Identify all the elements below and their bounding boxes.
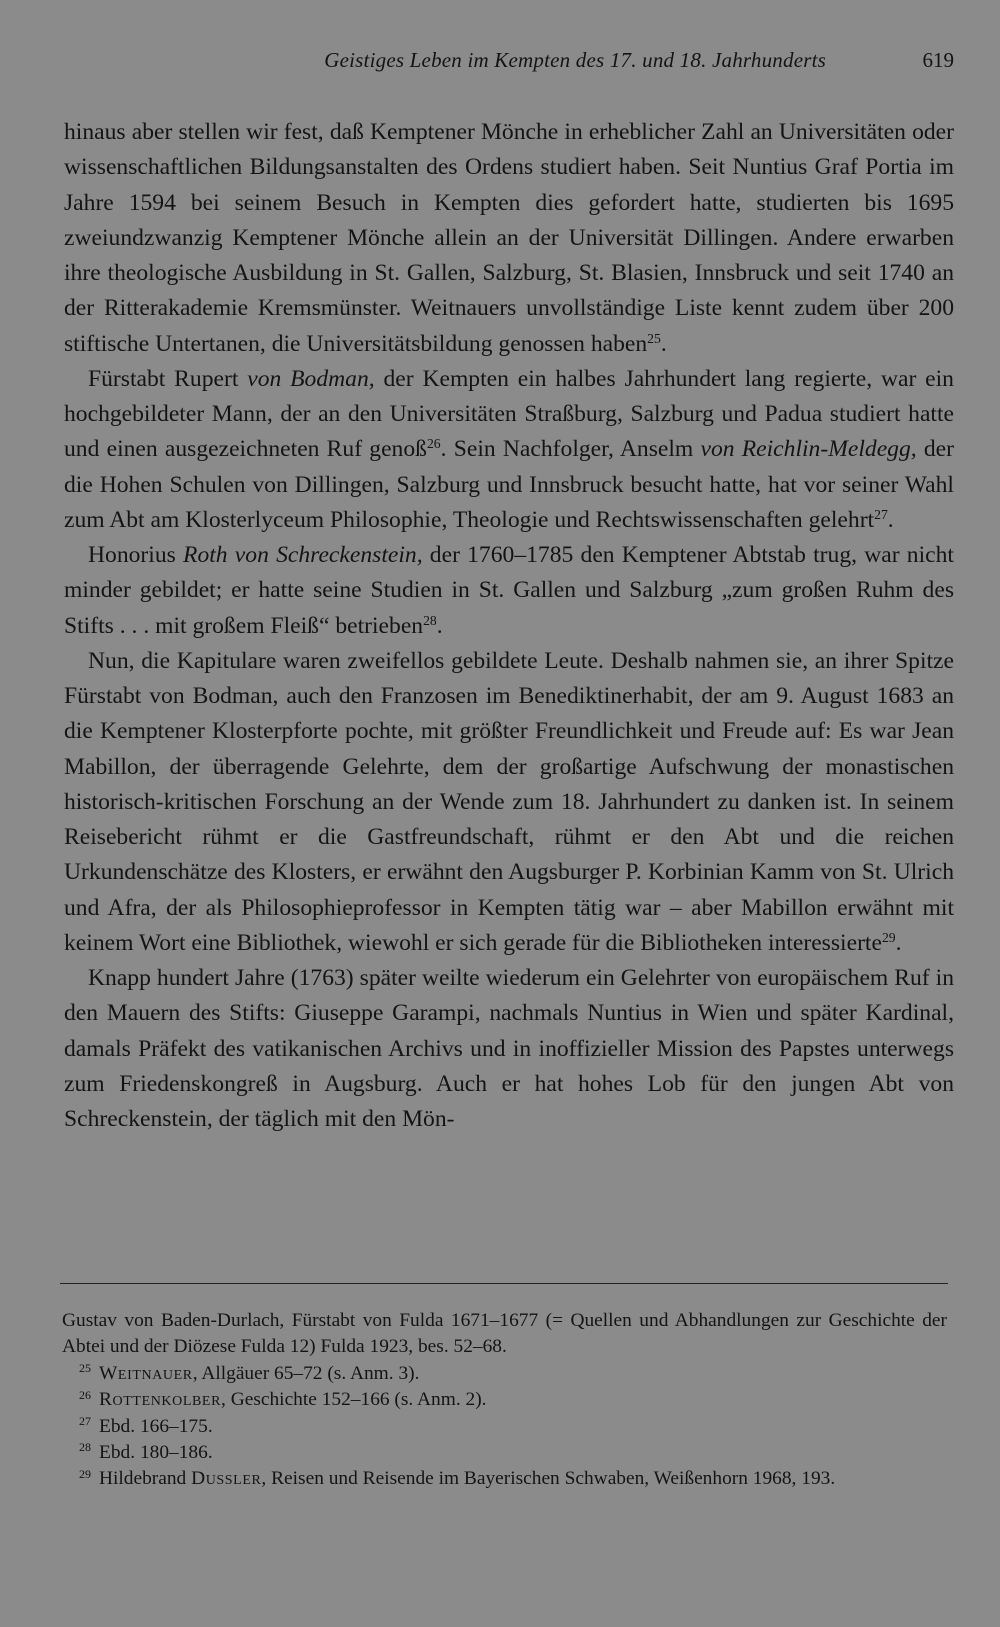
page-header [64, 48, 954, 82]
footnote-author: Rottenkolber [99, 1389, 222, 1411]
paragraph-text: der 1760–1785 den Kemptener Abtstab trug, war nicht minder gebildet; er hatte seine Studien in St. Gallen und Salzburg „zum großen Ruhm des Stifts . . . mit großem Fleiß“ betrieben [64, 542, 954, 639]
footnote-text: , Allgäuer 65–72 (s. Anm. 3). [192, 1362, 420, 1384]
footnote-number: 26 [79, 1387, 92, 1402]
paragraph-text: . [895, 929, 902, 956]
paragraph-text: . [660, 330, 667, 357]
footnote-text: Ebd. 180–186. [99, 1442, 213, 1464]
paragraph-text: . [436, 612, 443, 639]
footnote-divider [60, 1283, 948, 1284]
footnote-ref: 25 [647, 330, 661, 346]
footnote-28 [62, 1440, 947, 1466]
footnote-number: 29 [79, 1466, 92, 1481]
paragraph-text: Knapp hundert Jahre (1763) später weilte wiederum ein Gelehrter von europäischem Ruf in den Mauern des Stifts: Giuseppe Garampi, nachmals Nuntius in Wien und später Kardinal, damals Präfekt des vatikanischen Archivs und in inoffizieller Mission des Papstes unterwegs zum Friedenskongreß in Augsburg. Auch er hat hohes Lob für den jungen Abt von Schreckenstein, der täglich mit den Mön- [64, 965, 954, 1132]
footnote-25 [62, 1361, 947, 1387]
footnote-ref: 29 [881, 929, 896, 945]
running-title: Geistiges Leben im Kempten des 17. und 18. Jahrhunderts [324, 48, 826, 72]
footnote-26 [62, 1387, 947, 1413]
paragraph-text: der Kempten ein halbes Jahrhundert lang regierte, war ein hochgebildeter Mann, der an den Universitäten Straßburg, Salzburg und Padua studiert hatte und einen ausgezeichneten Ruf genoß [64, 365, 954, 463]
paragraph-text: Nun, die Kapitulare waren zweifellos gebildete Leute. Deshalb nahmen sie, an ihrer Spitze Fürstabt von Bodman, auch den Franzosen im Benediktinerhabit, der am 9. August 1683 an die Kemptener Klosterpforte pochte, mit größter Freundlichkeit und Freude auf: Es war Jean Mabillon, der überragende Gelehrte, dem der großartige Aufschwung der monastischen historisch-kritischen Forschung an der Wende zum 18. Jahrhundert zu danken ist. In seinem Reisebericht rühmt er die Gastfreundschaft, rühmt er den Abt und die reichen Urkundenschätze des Klosters, er erwähnt den Augsburger P. Korbinian Kamm von St. Ulrich und Afra, der als Philosophieprofessor in Kempten tätig war – aber Mabillon erwähnt mit keinem Wort eine Bibliothek, wiewohl er sich gerade für die Bibliotheken interessierte [64, 647, 954, 956]
footnote-number: 25 [79, 1361, 92, 1376]
paragraph-text: . Sein Nachfolger, Anselm [440, 436, 701, 463]
paragraph-text: Honorius [88, 542, 184, 568]
body-text [64, 115, 954, 1137]
paragraph-1 [64, 115, 954, 362]
footnote-ref: 27 [874, 506, 888, 522]
footnote-text: Ebd. 166–175. [99, 1415, 213, 1437]
paragraph-3 [64, 538, 954, 644]
paragraph-text: . [887, 506, 894, 533]
paragraph-4 [64, 644, 954, 961]
footnote-ref: 28 [423, 612, 437, 628]
italic-name: Roth von Schreckenstein, [183, 542, 423, 568]
paragraph-text: hinaus aber stellen wir fest, daß Kemptener Mönche in erheblicher Zahl an Universitäten oder wissenschaftlichen Bildungsanstalten des Ordens studiert haben. Seit Nuntius Graf Portia im Jahre 1594 bei seinem Besuch in Kempten dies gefordert hatte, studierten bis 1695 zweiundzwanzig Kemptener Mönche allein an der Universität Dillingen. Andere erwarben ihre theologische Ausbildung in St. Gallen, Salzburg, St. Blasien, Innsbruck und seit 1740 an der Ritterakademie Kremsmünster. Weitnauers unvollständige Liste kennt zudem über 200 stiftische Untertanen, die Universitätsbildung genossen haben [64, 119, 954, 357]
footnote-29 [62, 1466, 947, 1492]
footnote-author: Weitnauer [99, 1362, 193, 1384]
italic-name: von Reichlin-Meldegg, [700, 436, 917, 463]
page-number: 619 [922, 48, 954, 72]
footnote-ref: 26 [426, 436, 441, 452]
footnote-number: 28 [79, 1440, 92, 1455]
paragraph-text: der die Hohen Schulen von Dillingen, Salzburg und Innsbruck besucht hatte, hat vor seiner Wahl zum Abt am Klosterlyceum Philosophie, Theologie und Rechtswissenschaften gelehrt [64, 436, 954, 533]
italic-name: von Bodman, [247, 365, 375, 392]
footnote-author: Dussler [191, 1468, 262, 1490]
paragraph-5 [64, 961, 954, 1137]
footnotes [62, 1308, 947, 1493]
footnote-text: , Geschichte 152–166 (s. Anm. 2). [221, 1389, 487, 1411]
paragraph-text: Fürstabt Rupert [88, 365, 248, 392]
footnote-27 [62, 1414, 947, 1440]
paragraph-2 [64, 362, 954, 538]
footnote-text: , Reisen und Reisende im Bayerischen Schwaben, Weißenhorn 1968, 193. [261, 1468, 836, 1490]
footnote-author-prefix: Hildebrand [99, 1468, 192, 1490]
footnote-continued: Gustav von Baden-Durlach, Fürstabt von Fulda 1671–1677 (= Quellen und Abhandlungen zur Geschichte der Abtei und der Diözese Fulda 12) Fulda 1923, bes. 52–68. [62, 1310, 947, 1358]
footnote-number: 27 [79, 1414, 92, 1429]
